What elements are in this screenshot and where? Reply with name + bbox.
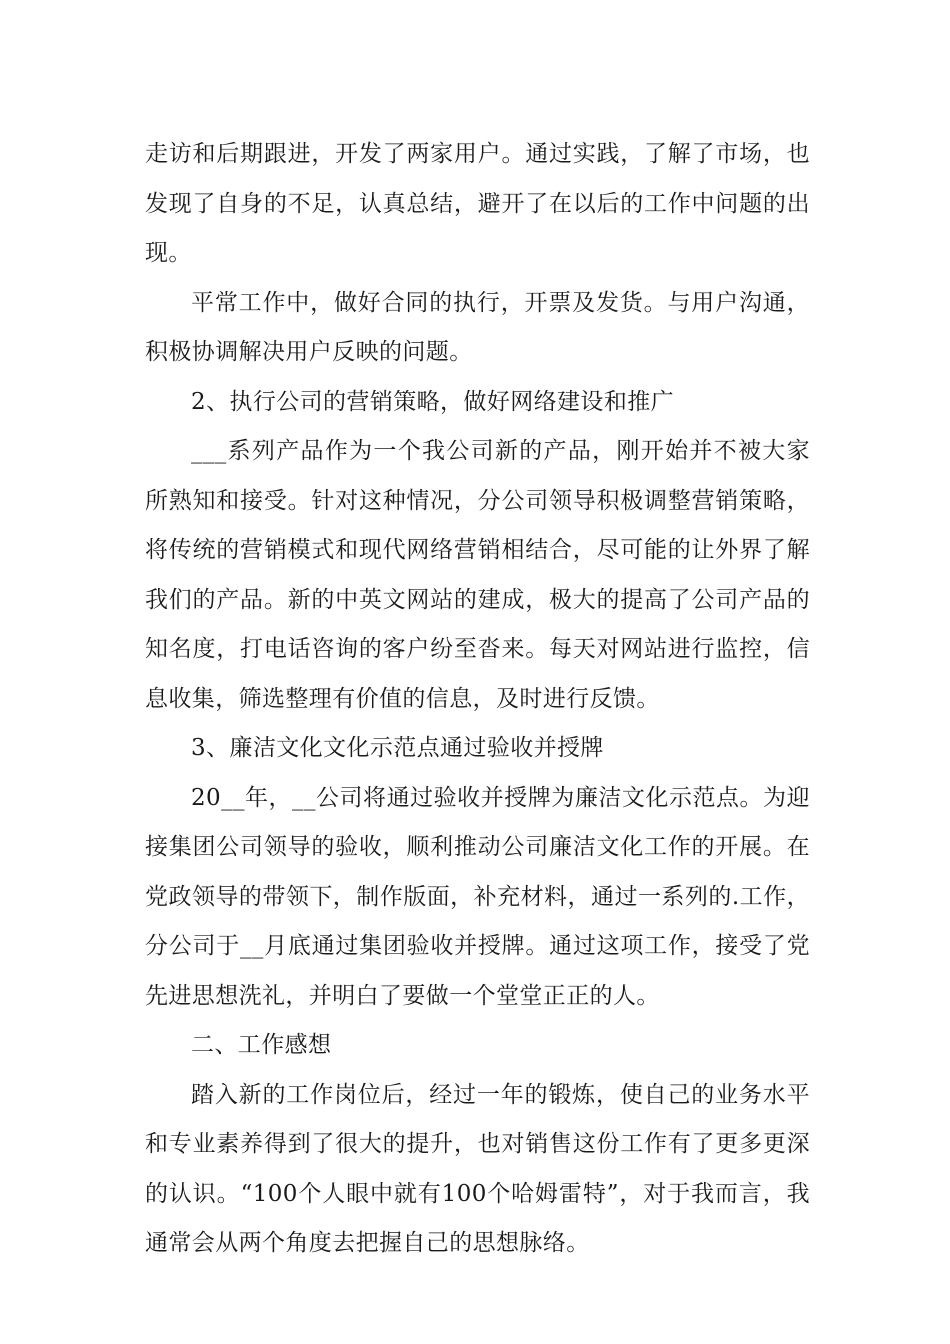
section-heading-3: 3、廉洁文化文化示范点通过验收并授牌	[191, 735, 604, 761]
paragraph-4: 20__年，__公司将通过验收并授牌为廉洁文化示范点。为迎接集团公司领导的验收，顺利推动公司廉洁文化工作的开展。在党政领导的带领下，制作版面，补充材料，通过一系列的.工作，分公司于__月底通过集团验收并授牌。通过这项工作，接受了党先进思想洗礼，并明白了要做一个堂堂正正的人。	[145, 784, 810, 1009]
document-body	[145, 130, 810, 1269]
paragraph-2: 平常工作中，做好合同的执行，开票及发货。与用户沟通，积极协调解决用户反映的问题。	[145, 289, 810, 365]
paragraph-5: 踏入新的工作岗位后，经过一年的锻炼，使自己的业务水平和专业素养得到了很大的提升，也对销售这份工作有了更多更深的认识。“100个人眼中就有100个哈姆雷特”，对于我而言，我通常会从两个角度去把握自己的思想脉络。	[145, 1081, 810, 1256]
paragraph-1: 走访和后期跟进，开发了两家用户。通过实践，了解了市场，也发现了自身的不足，认真总结，避开了在以后的工作中问题的出现。	[145, 141, 810, 266]
paragraph-3: ___系列产品作为一个我公司新的产品，刚开始并不被大家所熟知和接受。针对这种情况，分公司领导积极调整营销策略，将传统的营销模式和现代网络营销相结合，尽可能的让外界了解我们的产品。新的中英文网站的建成，极大的提高了公司产品的知名度，打电话咨询的客户纷至沓来。每天对网站进行监控，信息收集，筛选整理有价值的信息，及时进行反馈。	[145, 438, 810, 712]
section-heading-work-thoughts: 二、工作感想	[191, 1032, 332, 1058]
section-heading-2: 2、执行公司的营销策略，做好网络建设和推广	[191, 388, 675, 415]
